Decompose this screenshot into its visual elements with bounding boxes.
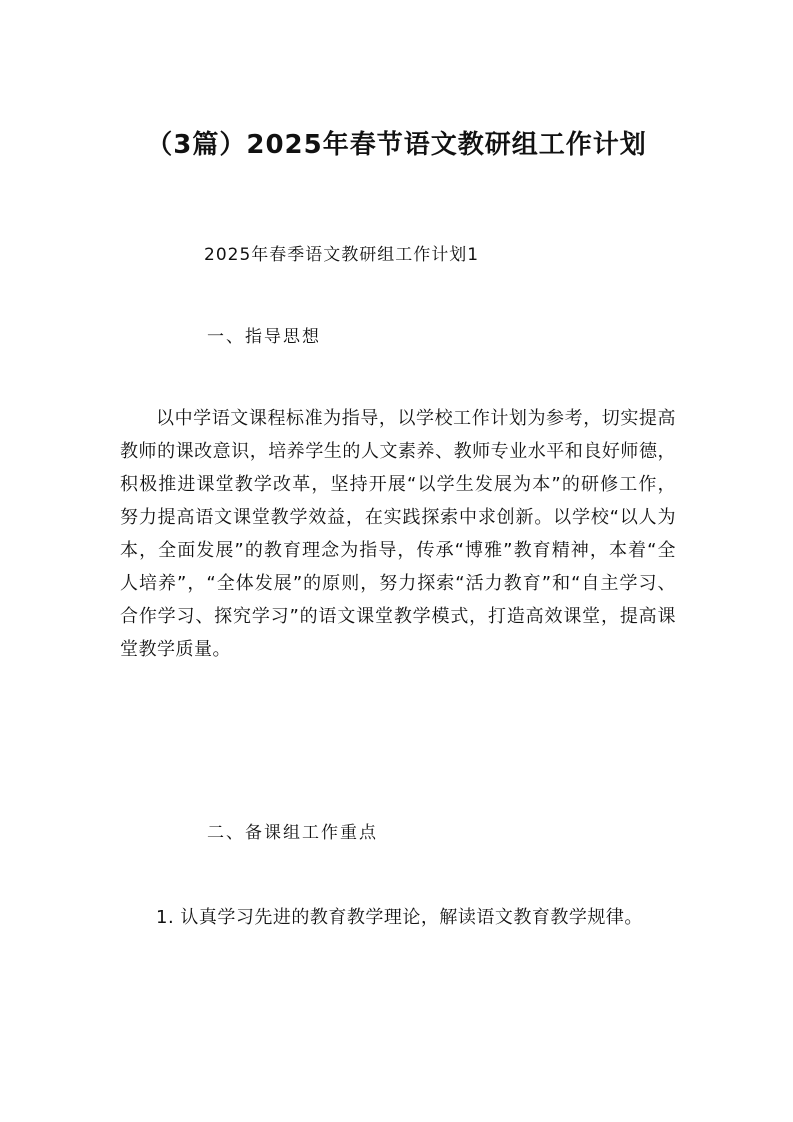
section-heading-guiding-ideology: 一、指导思想 — [207, 327, 321, 347]
plan-subtitle: 2025年春季语文教研组工作计划1 — [204, 245, 480, 265]
guiding-ideology-paragraph: 以中学语文课程标准为指导，以学校工作计划为参考，切实提高教师的课改意识，培养学生的人文素养、教师专业水平和良好师德，积极推进课堂教学改革，坚持开展“以学生发展为本”的研修工作，努力提高语文课堂教学效益，在实践探索中求创新。以学校“以人为本，全面发展”的教育理念为指导，传承“博雅”教育精神，本着“全人培养”，“全体发展”的原则，努力探索“活力教育”和“自主学习、合作学习、探究学习”的语文课堂教学模式，打造高效课堂，提高课堂教学质量。 — [120, 408, 676, 660]
work-focus-item-1: 1. 认真学习先进的教育教学理论，解读语文教育教学规律。 — [156, 907, 643, 928]
document-title: （3篇）2025年春节语文教研组工作计划 — [146, 130, 647, 160]
section-heading-work-focus: 二、备课组工作重点 — [207, 823, 378, 843]
